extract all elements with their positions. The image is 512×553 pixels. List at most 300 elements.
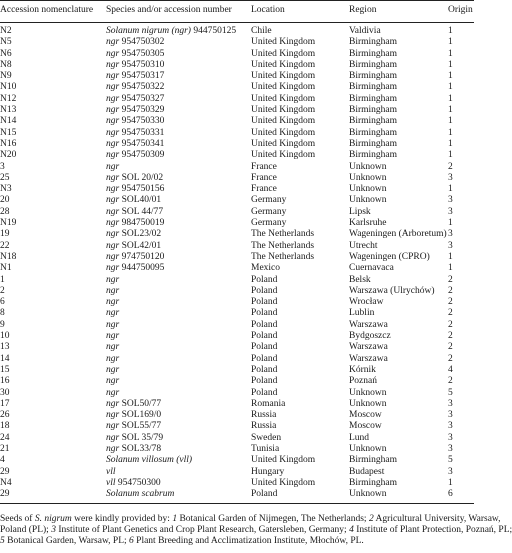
cell-location: Russia (251, 421, 277, 432)
table-row (0, 105, 474, 116)
cell-accession: N18 (0, 251, 17, 262)
cell-location: Poland (251, 387, 278, 398)
cell-location: United Kingdom (251, 37, 316, 48)
cell-accession: 4 (0, 455, 5, 466)
cell-species (106, 105, 251, 116)
cell-location: United Kingdom (251, 71, 316, 82)
cell-accession: 6 (0, 297, 5, 308)
cell-species (106, 218, 251, 229)
cell-origin: 3 (448, 466, 453, 477)
table-row (0, 263, 474, 274)
cell-location: Germany (251, 195, 287, 206)
cell-region: Birmingham (349, 71, 398, 82)
cell-species (106, 399, 251, 410)
footnote-text: Seeds of (0, 514, 35, 524)
cell-location: United Kingdom (251, 138, 316, 149)
cell-region: Utrecht (349, 240, 378, 251)
cell-region: Birmingham (349, 138, 398, 149)
cell-accession: 19 (0, 229, 10, 240)
species-name: vll (106, 466, 116, 477)
footnote-number: 5 (0, 536, 5, 546)
cell-origin: 1 (448, 477, 453, 488)
cell-accession: N15 (0, 127, 17, 138)
cell-species (106, 455, 251, 466)
species-name: ngr (106, 251, 120, 262)
cell-origin: 1 (448, 127, 453, 138)
cell-region: Valdivia (349, 26, 381, 36)
table-row (0, 128, 474, 139)
table-row (0, 150, 474, 161)
cell-origin: 1 (448, 105, 453, 116)
table-row (0, 139, 474, 150)
cell-region: Warszawa (349, 353, 388, 364)
cell-region: Warszawa (349, 342, 388, 353)
cell-species (106, 229, 251, 240)
table-row (0, 60, 474, 71)
accession-number: 954750300 (115, 477, 161, 488)
cell-species (106, 489, 251, 504)
cell-origin: 3 (448, 421, 453, 432)
accession-number: 954750317 (119, 71, 165, 82)
cell-location: Poland (251, 285, 278, 296)
cell-region: Moscow (349, 410, 382, 421)
cell-species (106, 71, 251, 82)
cell-origin: 5 (448, 455, 453, 466)
cell-location: United Kingdom (251, 127, 316, 138)
cell-region: Lipsk (349, 206, 371, 217)
cell-origin: 2 (448, 285, 453, 296)
cell-region: Birmingham (349, 82, 398, 93)
footnote-number: 3 (51, 525, 56, 535)
species-name: ngr (106, 82, 120, 93)
cell-origin: 2 (448, 376, 453, 387)
accession-number: 944750095 (119, 263, 165, 274)
cell-species (106, 150, 251, 161)
cell-region: Wrocław (349, 297, 384, 308)
cell-accession: 2 (0, 285, 5, 296)
cell-species (106, 286, 251, 297)
table-row (0, 388, 474, 399)
cell-location: Germany (251, 206, 287, 217)
cell-origin: 2 (448, 342, 453, 353)
cell-species (106, 94, 251, 105)
cell-region: Bydgoszcz (349, 331, 391, 342)
cell-origin: 1 (448, 150, 453, 161)
cell-origin: 2 (448, 308, 453, 319)
cell-species (106, 173, 251, 184)
footnote-text: were kindly provided by: (71, 514, 173, 524)
table-row (0, 162, 474, 173)
footnote-text: Agricultural University, Warsaw, (373, 514, 501, 524)
cell-region: Birmingham (349, 37, 398, 48)
species-name: ngr (106, 184, 120, 195)
species-name: ngr (106, 229, 120, 240)
header-species: Species and/or accession number (106, 1, 251, 23)
species-name: Solanum nigrum (ngr) (106, 26, 191, 36)
table-row (0, 455, 474, 466)
table-row (0, 478, 474, 489)
cell-region: Moscow (349, 421, 382, 432)
cell-accession: N5 (0, 37, 12, 48)
species-name: ngr (106, 206, 120, 217)
species-name: ngr (106, 263, 120, 274)
species-name: ngr (106, 71, 120, 82)
species-name: ngr (106, 138, 120, 149)
accession-number: SOL 35/79 (119, 432, 164, 443)
cell-location: Poland (251, 308, 278, 319)
species-name: ngr (106, 93, 120, 104)
cell-accession: 8 (0, 308, 5, 319)
cell-species (106, 252, 251, 263)
cell-region: Unknown (349, 398, 387, 409)
species-name: ngr (106, 274, 120, 285)
cell-accession: N19 (0, 218, 17, 229)
cell-species (106, 82, 251, 93)
cell-location: Sweden (251, 432, 282, 443)
species-name: ngr (106, 150, 120, 161)
footnote-text: Botanical Garden of Nijmegen, The Netherlands; (177, 514, 369, 524)
cell-region: Birmingham (349, 93, 398, 104)
cell-location: France (251, 172, 277, 183)
cell-region: Unknown (349, 184, 387, 195)
table-row (0, 49, 474, 60)
cell-location: Poland (251, 342, 278, 353)
cell-accession: 1 (0, 274, 5, 285)
accession-number: SOL40/01 (119, 195, 162, 206)
footnote-number: 1 (172, 514, 178, 524)
cell-origin: 2 (448, 319, 453, 330)
cell-species (106, 128, 251, 139)
cell-accession: N14 (0, 116, 17, 127)
cell-region: Unknown (349, 195, 387, 206)
cell-origin: 1 (448, 93, 453, 104)
cell-species (106, 342, 251, 353)
table-row (0, 376, 474, 387)
cell-origin: 3 (448, 229, 453, 240)
table-row (0, 444, 474, 455)
species-name: ngr (106, 218, 120, 229)
cell-accession: 15 (0, 364, 10, 375)
table-row (0, 354, 474, 365)
table-row (0, 410, 474, 421)
accession-number: 954750331 (119, 127, 165, 138)
cell-accession: N2 (0, 26, 12, 36)
table-row (0, 116, 474, 127)
accession-number: SOL42/01 (119, 240, 162, 251)
cell-region: Wageningen (Arboretum) (349, 229, 447, 240)
header-region: Region (349, 1, 448, 23)
cell-species (106, 49, 251, 60)
cell-location: Poland (251, 274, 278, 285)
cell-species (106, 297, 251, 308)
accession-number: SOL50/77 (119, 398, 162, 409)
cell-location: United Kingdom (251, 93, 316, 104)
cell-species (106, 207, 251, 218)
cell-location: Tunisia (251, 443, 280, 454)
cell-region: Unknown (349, 161, 387, 172)
accession-number: 954750305 (119, 48, 165, 59)
cell-location: United Kingdom (251, 150, 316, 161)
cell-accession: N4 (0, 477, 12, 488)
cell-accession: N6 (0, 48, 12, 59)
accession-number: SOL55/77 (119, 421, 162, 432)
accession-number: 944750125 (190, 26, 237, 36)
cell-location: France (251, 184, 277, 195)
cell-location: The Netherlands (251, 251, 315, 262)
table-row (0, 467, 474, 478)
species-name: Solanum villosum (vll) (106, 455, 193, 466)
cell-accession: 3 (0, 161, 5, 172)
footnote-text: Institute of Plant Protection, Poznań, PL; (353, 525, 512, 535)
cell-accession: 21 (0, 443, 10, 454)
cell-location: Chile (251, 26, 272, 36)
cell-species (106, 433, 251, 444)
accession-number: SOL23/02 (119, 229, 162, 240)
cell-region: Poznań (349, 376, 377, 387)
cell-location: Poland (251, 297, 278, 308)
cell-species (106, 320, 251, 331)
cell-region: Birmingham (349, 455, 398, 466)
accession-number: 954750302 (119, 37, 165, 48)
species-name: ngr (106, 105, 120, 116)
species-name: ngr (106, 410, 120, 421)
table-row (0, 433, 474, 444)
cell-region: Unknown (349, 443, 387, 454)
cell-origin: 1 (448, 251, 453, 262)
cell-accession: N10 (0, 82, 17, 93)
cell-origin: 3 (448, 172, 453, 183)
footnote-species: S. nigrum (34, 514, 72, 524)
cell-accession: N20 (0, 150, 17, 161)
species-name: ngr (106, 37, 120, 48)
header-location: Location (251, 1, 349, 23)
species-name: ngr (106, 127, 120, 138)
cell-location: Mexico (251, 263, 281, 274)
cell-accession: 9 (0, 319, 5, 330)
species-name: ngr (106, 353, 120, 364)
table-row (0, 184, 474, 195)
cell-origin: 1 (448, 48, 453, 59)
footnote-text: Plant Breeding and Acclimatization Institute, Młochów, PL. (133, 536, 364, 546)
accession-number: 974750120 (119, 251, 165, 262)
cell-origin: 3 (448, 206, 453, 217)
table-body (0, 23, 474, 504)
cell-species (106, 241, 251, 252)
cell-origin: 6 (448, 489, 474, 504)
cell-location: United Kingdom (251, 455, 316, 466)
cell-species (106, 388, 251, 399)
cell-location: Poland (251, 489, 349, 504)
cell-region: Birmingham (349, 48, 398, 59)
accession-number: 954750329 (119, 105, 165, 116)
species-name: Solanum scabrum (106, 489, 175, 500)
cell-origin: 1 (448, 71, 453, 82)
cell-species (106, 421, 251, 432)
footnote-number: 4 (349, 525, 354, 535)
cell-region: Lublin (349, 308, 375, 319)
footnote-text: Botanical Garden, Warsaw, PL; (4, 536, 130, 546)
cell-region: Unknown (349, 489, 448, 504)
cell-origin: 4 (448, 364, 453, 375)
cell-location: Poland (251, 331, 278, 342)
cell-origin: 1 (448, 138, 453, 149)
table-row (0, 286, 474, 297)
cell-accession: N1 (0, 263, 12, 274)
table-header (0, 1, 474, 23)
table-row (0, 218, 474, 229)
table-row (0, 489, 474, 504)
cell-location: Poland (251, 364, 278, 375)
cell-origin: 1 (448, 59, 453, 70)
cell-location: Romania (251, 398, 286, 409)
cell-origin: 2 (448, 353, 453, 364)
cell-species (106, 410, 251, 421)
cell-accession: 29 (0, 466, 10, 477)
cell-accession: 18 (0, 421, 10, 432)
cell-region: Wageningen (CPRO) (349, 251, 430, 262)
cell-accession: N16 (0, 138, 17, 149)
cell-region: Warszawa (Ulrychów) (349, 285, 435, 296)
cell-region: Lund (349, 432, 370, 443)
species-name: ngr (106, 432, 120, 443)
species-name: ngr (106, 59, 120, 70)
cell-region: Kórnik (349, 364, 376, 375)
species-name: ngr (106, 376, 120, 387)
species-name: ngr (106, 421, 120, 432)
cell-location: Poland (251, 353, 278, 364)
accession-number: SOL 20/02 (119, 172, 164, 183)
cell-region: Birmingham (349, 477, 398, 488)
table-row (0, 421, 474, 432)
cell-origin: 3 (448, 240, 453, 251)
header-accession: Accession nomenclature (0, 1, 106, 23)
cell-origin: 1 (448, 184, 453, 195)
cell-region: Birmingham (349, 105, 398, 116)
table-row (0, 173, 474, 184)
cell-species (106, 139, 251, 150)
table-row (0, 342, 474, 353)
cell-accession: 25 (0, 172, 10, 183)
table-row (0, 23, 474, 38)
species-name: ngr (106, 240, 120, 251)
cell-location: The Netherlands (251, 229, 315, 240)
species-name: ngr (106, 342, 120, 353)
table-row (0, 365, 474, 376)
cell-species (106, 37, 251, 48)
table-row (0, 275, 474, 286)
cell-origin: 2 (448, 161, 453, 172)
species-name: vll (106, 477, 116, 488)
cell-accession: N3 (0, 184, 12, 195)
species-name: ngr (106, 161, 120, 172)
table-row (0, 195, 474, 206)
cell-origin: 3 (448, 410, 453, 421)
cell-location: France (251, 161, 277, 172)
species-name: ngr (106, 364, 120, 375)
cell-location: Poland (251, 376, 278, 387)
cell-species (106, 184, 251, 195)
cell-location: Germany (251, 218, 287, 229)
cell-location: United Kingdom (251, 59, 316, 70)
table-row (0, 297, 474, 308)
cell-accession: N12 (0, 93, 17, 104)
cell-region: Belsk (349, 274, 371, 285)
cell-species (106, 23, 251, 38)
cell-origin: 5 (448, 387, 453, 398)
footnote-text: Institute of Plant Genetics and Crop Plant Research, Gatersleben, Germany; (55, 525, 350, 535)
cell-origin: 3 (448, 443, 453, 454)
cell-region: Warszawa (349, 319, 388, 330)
cell-location: United Kingdom (251, 105, 316, 116)
table-row (0, 241, 474, 252)
cell-region: Birmingham (349, 59, 398, 70)
cell-accession: 17 (0, 398, 10, 409)
cell-origin: 3 (448, 432, 453, 443)
cell-accession: 16 (0, 376, 10, 387)
cell-origin: 1 (448, 37, 453, 48)
table-row (0, 229, 474, 240)
cell-origin: 1 (448, 82, 453, 93)
cell-species (106, 263, 251, 274)
footnote-line-3 (0, 536, 474, 547)
cell-location: United Kingdom (251, 82, 316, 93)
accession-number: 954750156 (119, 184, 165, 195)
cell-species (106, 60, 251, 71)
species-name: ngr (106, 398, 120, 409)
species-name: ngr (106, 285, 120, 296)
cell-species (106, 308, 251, 319)
accession-number: 954750330 (119, 116, 165, 127)
accession-number: 984750019 (119, 218, 165, 229)
cell-origin: 2 (448, 331, 453, 342)
accession-number: SOL33/78 (119, 443, 162, 454)
species-name: ngr (106, 172, 120, 183)
table-row (0, 94, 474, 105)
cell-species (106, 467, 251, 478)
footnote-line-1 (0, 514, 501, 525)
cell-location: Poland (251, 319, 278, 330)
cell-accession: 20 (0, 195, 10, 206)
accession-number: 954750310 (119, 59, 165, 70)
cell-accession: 28 (0, 206, 10, 217)
cell-species (106, 478, 251, 489)
table-row (0, 82, 474, 93)
table-row (0, 207, 474, 218)
cell-accession: 22 (0, 240, 10, 251)
cell-region: Unknown (349, 387, 387, 398)
cell-species (106, 275, 251, 286)
cell-accession: 26 (0, 410, 10, 421)
cell-location: United Kingdom (251, 477, 316, 488)
species-name: ngr (106, 48, 120, 59)
cell-origin: 2 (448, 297, 453, 308)
cell-accession: 24 (0, 432, 10, 443)
accession-number: SOL 44/77 (119, 206, 164, 217)
table-row (0, 331, 474, 342)
species-name: ngr (106, 387, 120, 398)
cell-origin: 1 (448, 263, 453, 274)
accession-number: 954750322 (119, 82, 165, 93)
accession-number: 954750327 (119, 93, 165, 104)
cell-accession: 13 (0, 342, 10, 353)
accession-number: 954750309 (119, 150, 165, 161)
cell-region: Birmingham (349, 127, 398, 138)
cell-origin: 2 (448, 274, 453, 285)
cell-region: Karlsruhe (349, 218, 387, 229)
header-row (0, 1, 474, 23)
cell-location: United Kingdom (251, 116, 316, 127)
cell-species (106, 354, 251, 365)
